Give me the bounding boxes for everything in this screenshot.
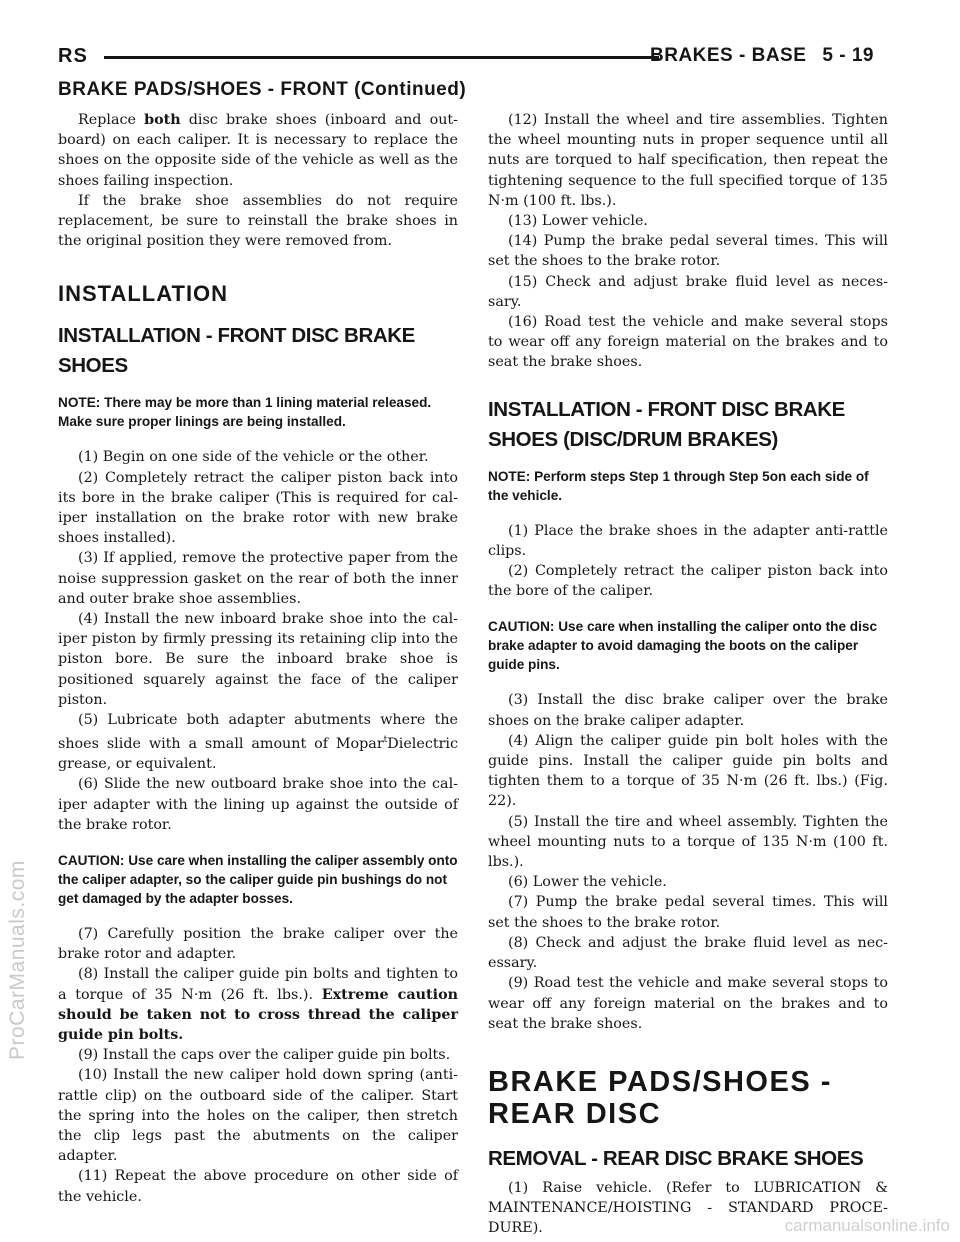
caution-guide-pins: CAUTION: Use care when installing the caliper onto the disc brake adapter to avoid damaging the boots on the caliper guide pins. bbox=[488, 619, 878, 673]
drum-step-9: (9) Road test the vehicle and make several stops to wear off any foreign material on the brakes and to seat the brake shoes. bbox=[488, 975, 888, 1032]
step-10: (10) Install the new caliper hold down spring (anti-rattle clip) on the outboard side of the caliper. Start the spring into the holes on the caliper, then stretch the clip legs past the abutments on the caliper adapter. bbox=[58, 1067, 458, 1165]
right-column bbox=[488, 110, 888, 1239]
step-4: (4) Install the new inboard brake shoe into the cal-iper piston by firmly pressing its retaining clip into the piston bore. Be sure the inboard brake shoe is positioned squarely against the face of the caliper piston. bbox=[58, 611, 458, 708]
rear-step-1: (1) Raise vehicle. (Refer to LUBRICATION & MAINTENANCE/HOISTING - STANDARD PROCE-DURE). bbox=[488, 1179, 888, 1237]
header-section: RS bbox=[58, 45, 88, 67]
drum-step-7: (7) Pump the brake pedal several times. This will set the shoes to the brake rotor. bbox=[488, 894, 888, 931]
page-number: 5 - 19 bbox=[822, 45, 874, 66]
bottom-watermark: carmanualsonline.info bbox=[784, 1216, 950, 1235]
continued-title: BRAKE PADS/SHOES - FRONT (Continued) bbox=[58, 79, 467, 100]
step-12: (12) Install the wheel and tire assemblies. Tighten the wheel mounting nuts in proper sequence until all nuts are torqued to half specification, then repeat the tightening sequence to the full specified torque of 135 N·m (100 ft. lbs.). bbox=[488, 112, 888, 209]
install-front-heading: INSTALLATION - FRONT DISC BRAKE SHOES bbox=[58, 324, 415, 378]
step-3: (3) If applied, remove the protective paper from the noise suppression gasket on the rear of both the inner and outer brake shoe assemblies. bbox=[58, 550, 458, 607]
rear-disc-heading: BRAKE PADS/SHOES - REAR DISC bbox=[488, 1065, 832, 1130]
step-6: (6) Slide the new outboard brake shoe into the cal-iper adapter with the lining up against the outside of the brake rotor. bbox=[58, 776, 458, 833]
note-steps: NOTE: Perform steps Step 1 through Step 5on each side of the vehicle. bbox=[488, 468, 869, 503]
drum-step-3: (3) Install the disc brake caliper over the brake shoes on the brake caliper adapter. bbox=[488, 692, 888, 729]
step-7: (7) Carefully position the brake caliper over the brake rotor and adapter. bbox=[58, 926, 458, 963]
intro-paragraph: Replace both disc brake shoes (inboard and out-board) on each caliper. It is necessary to replace the shoes on the opposite side of the vehicle as well as the shoes failing inspection. bbox=[58, 112, 458, 189]
step-5: (5) Lubricate both adapter abutments where the shoes slide with a small amount of Mopar$^t$Dielectric grease, or equivalent. bbox=[58, 712, 458, 773]
step-9: (9) Install the caps over the caliper guide pin bolts. bbox=[78, 1047, 451, 1064]
step-13: (13) Lower vehicle. bbox=[508, 213, 648, 230]
drum-step-6: (6) Lower the vehicle. bbox=[508, 874, 667, 891]
step-8: (8) Install the caliper guide pin bolts and tighten to a torque of 35 N·m (26 ft. lbs.). Extreme caution should be taken not to cross thread the caliper guide pin bolts. bbox=[58, 966, 458, 1044]
side-watermark: ProCarManuals.com bbox=[6, 860, 29, 1060]
caution-caliper-assembly: CAUTION: Use care when installing the caliper assembly onto the caliper adapter, so the caliper guide pin bushings do not get damaged by the adapter bosses. bbox=[58, 853, 458, 907]
removal-rear-heading: REMOVAL - REAR DISC BRAKE SHOES bbox=[488, 1146, 864, 1170]
reinstall-paragraph: If the brake shoe assemblies do not require replacement, be sure to reinstall the brake shoes in the original position they were removed from. bbox=[58, 192, 458, 250]
drum-step-5: (5) Install the tire and wheel assembly. Tighten the wheel mounting nuts to a torque of 135 N·m (100 ft. lbs.). bbox=[488, 813, 888, 871]
drum-step-1: (1) Place the brake shoes in the adapter anti-rattle clips. bbox=[488, 522, 888, 559]
step-11: (11) Repeat the above procedure on other side of the vehicle. bbox=[58, 1168, 458, 1205]
header-rule bbox=[104, 56, 659, 59]
step-16: (16) Road test the vehicle and make several stops to wear off any foreign material on the brakes and to seat the brake shoes. bbox=[488, 314, 888, 371]
step-2: (2) Completely retract the caliper piston back into its bore in the brake caliper (This is required for cal-iper installation on the brake rotor with new brake shoes installed). bbox=[58, 469, 458, 547]
drum-step-4: (4) Align the caliper guide pin bolt holes with the guide pins. Install the caliper guide pin bolts and tighten them to a torque of 35 N·m (26 ft. lbs.) (Fig. 22). bbox=[488, 732, 888, 810]
note-lining: NOTE: There may be more than 1 lining material released. Make sure proper linings are being installed. bbox=[58, 395, 432, 430]
header-chapter: BRAKES - BASE bbox=[650, 45, 807, 66]
trademark-symbol: t bbox=[383, 735, 388, 746]
header-right bbox=[650, 45, 874, 67]
step-15: (15) Check and adjust brake fluid level as neces-sary. bbox=[488, 273, 888, 310]
step-1: (1) Begin on one side of the vehicle or the other. bbox=[78, 449, 429, 466]
install-disc-drum-heading: INSTALLATION - FRONT DISC BRAKE SHOES (DISC/DRUM BRAKES) bbox=[488, 397, 845, 451]
left-column bbox=[58, 110, 458, 1207]
installation-heading: INSTALLATION bbox=[58, 281, 229, 307]
drum-step-8: (8) Check and adjust the brake fluid level as nec-essary. bbox=[488, 934, 888, 972]
step-14: (14) Pump the brake pedal several times. This will set the shoes to the brake rotor. bbox=[488, 233, 888, 270]
drum-step-2: (2) Completely retract the caliper piston back into the bore of the caliper. bbox=[488, 563, 888, 600]
